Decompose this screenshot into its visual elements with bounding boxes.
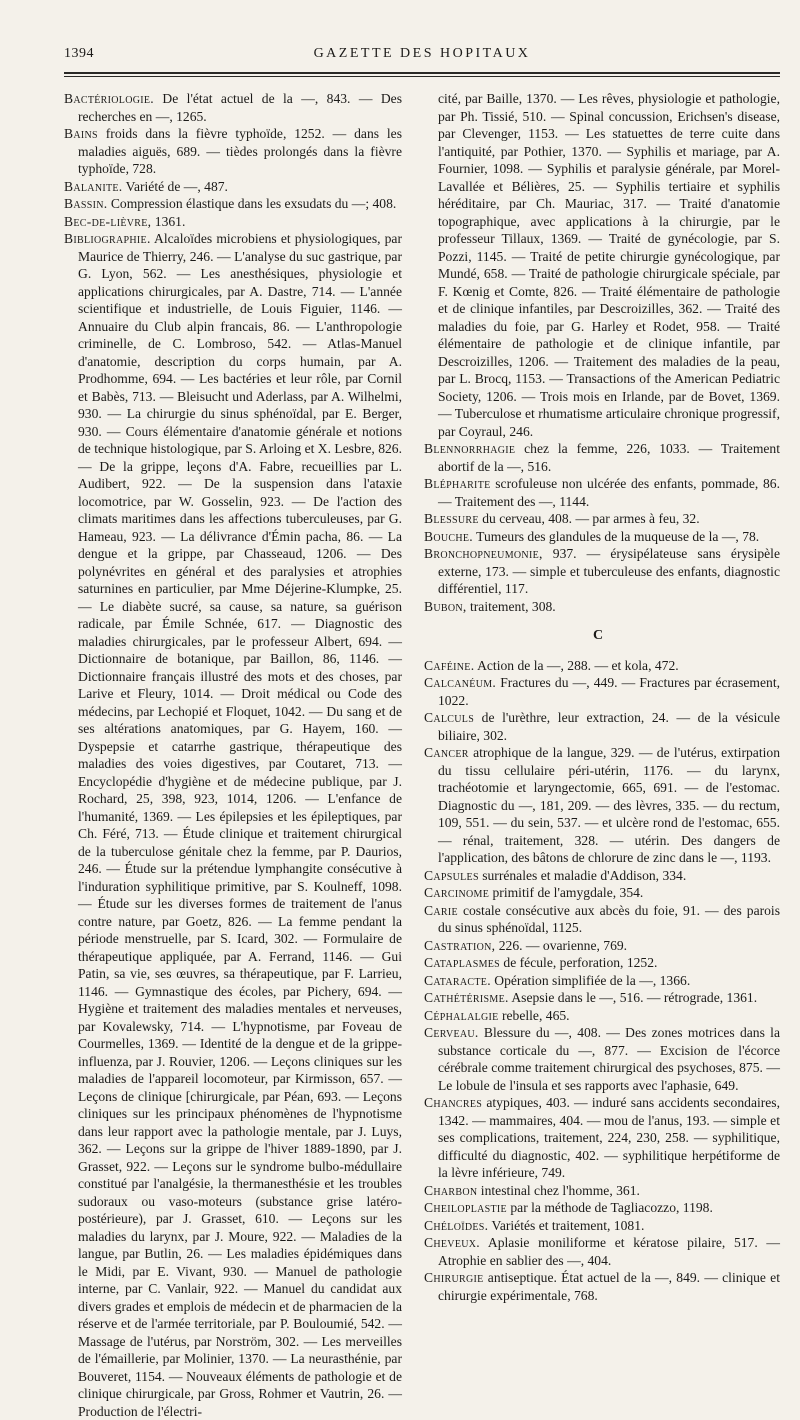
entry-term: Cathétérisme. bbox=[424, 990, 509, 1005]
entry-term: Cataracte. bbox=[424, 972, 491, 988]
index-entry bbox=[424, 657, 780, 675]
entry-term: Bassin. bbox=[64, 196, 108, 211]
index-entry bbox=[424, 1199, 780, 1217]
index-entry bbox=[424, 674, 780, 709]
index-entry bbox=[424, 744, 780, 867]
entry-text: de fécule, perforation, 1252. bbox=[500, 955, 658, 970]
index-entry bbox=[424, 954, 780, 972]
index-entry bbox=[424, 884, 780, 902]
index-entry bbox=[424, 1217, 780, 1235]
entry-term: Calculs bbox=[424, 710, 475, 725]
entry-term: Cerveau. bbox=[424, 1025, 479, 1040]
index-entry bbox=[424, 528, 780, 546]
index-entry bbox=[424, 440, 780, 475]
index-entry bbox=[424, 1269, 780, 1304]
section-c-entries bbox=[424, 657, 780, 1305]
entry-term: Blépharite bbox=[424, 476, 491, 491]
entry-text: froids dans la fièvre typhoïde, 1252. — dans les maladies aiguës, 689. — tièdes prolongés dans la fièvre typhoïde, 728. bbox=[78, 126, 402, 176]
entry-text: 937. — érysipélateuse sans érysipèle externe, 173. — simple et tuberculeuse des enfants, diagnostic différentiel, 117. bbox=[438, 546, 780, 596]
entry-text: Blessure du —, 408. — Des zones motrices dans la substance corticale du —, 877. — Excision de l'écorce cérébrale comme traitement chirurgical des psychoses, 875. — Le lobule de l'insula et ses rapports avec l'aphasie, 649. bbox=[438, 1025, 780, 1093]
entry-term: Carie bbox=[424, 902, 458, 918]
entry-text: atypiques, 403. — induré sans accidents secondaires, 1342. — mammaires, 404. — mou de l'anus, 193. — simple et ses complications, traitement, 224, 230, 258. — syphilitique, difficulté du diagnostic, 402. — syphilitique herpétiforme de la lèvre inférieure, 749. bbox=[438, 1095, 780, 1180]
entry-text: Compression élastique dans les exsudats du —; 408. bbox=[107, 196, 397, 211]
index-entry bbox=[424, 1024, 780, 1094]
index-entry bbox=[424, 867, 780, 885]
right-column bbox=[424, 90, 780, 1304]
entry-term: Cheiloplastie bbox=[424, 1200, 507, 1215]
index-entry bbox=[424, 475, 780, 510]
entry-text: Action de la —, 288. — et kola, 472. bbox=[474, 657, 679, 673]
entry-text: surrénales et maladie d'Addison, 334. bbox=[478, 867, 687, 883]
entry-text: Opération simplifiée de la —, 1366. bbox=[490, 972, 691, 988]
entry-text: Asepsie dans le —, 516. — rétrograde, 1361. bbox=[508, 990, 758, 1005]
index-entry bbox=[424, 1094, 780, 1182]
index-entry bbox=[424, 1007, 780, 1025]
entry-text: costale consécutive aux abcès du foie, 91. — des parois du sinus sphénoïdal, 1125. bbox=[438, 902, 780, 935]
entry-text: Variété de —, 487. bbox=[122, 178, 228, 194]
entry-term: Capsules bbox=[424, 867, 479, 883]
entry-term: Bec-de-lièvre, bbox=[64, 213, 152, 229]
entry-text: rebelle, 465. bbox=[498, 1007, 570, 1023]
index-entry bbox=[64, 195, 402, 213]
entry-term: Castration, bbox=[424, 937, 496, 953]
index-entry bbox=[64, 230, 402, 1420]
index-entry bbox=[424, 1182, 780, 1200]
entry-text: Aplasie moniliforme et kératose pilaire, 517. — Atrophie en sablier des —, 404. bbox=[438, 1235, 780, 1268]
index-entry bbox=[424, 545, 780, 598]
entry-text: Tumeurs des glandules de la muqueuse de la —, 78. bbox=[473, 528, 760, 544]
running-title: GAZETTE DES HOPITAUX bbox=[313, 46, 531, 61]
index-entry bbox=[424, 902, 780, 937]
index-entry bbox=[424, 709, 780, 744]
entry-term: Blessure bbox=[424, 511, 479, 526]
left-column bbox=[64, 90, 402, 1420]
entry-term: Bubon, bbox=[424, 598, 467, 614]
entry-text: De l'état actuel de la —, 843. — Des recherches en —, 1265. bbox=[78, 91, 402, 124]
entry-term: Calcanéum. bbox=[424, 675, 497, 690]
entry-text: chez la femme, 226, 1033. — Traitement abortif de la —, 516. bbox=[438, 441, 780, 474]
index-entry bbox=[64, 90, 402, 125]
index-entry bbox=[64, 178, 402, 196]
entry-term: Caféine. bbox=[424, 657, 475, 673]
index-entry bbox=[424, 598, 780, 616]
entry-term: Bouche. bbox=[424, 528, 474, 544]
index-entry bbox=[424, 989, 780, 1007]
section-b-continued bbox=[424, 90, 780, 615]
header-rule-thin bbox=[64, 76, 780, 77]
entry-term: Blennorrhagie bbox=[424, 441, 516, 456]
entry-text: antiseptique. État actuel de la —, 849. — clinique et chirurgie expérimentale, 768. bbox=[438, 1270, 780, 1303]
entry-term: Bactériologie. bbox=[64, 91, 154, 106]
entry-text: traitement, 308. bbox=[466, 598, 556, 614]
page-number: 1394 bbox=[64, 46, 94, 61]
entry-term: Cheveux. bbox=[424, 1235, 480, 1250]
entry-text: scrofuleuse non ulcérée des enfants, pommade, 86. — Traitement des —, 1144. bbox=[438, 476, 780, 509]
index-entry bbox=[424, 510, 780, 528]
entry-term: Balanite. bbox=[64, 178, 123, 194]
index-entry bbox=[424, 90, 780, 440]
section-letter-c: C bbox=[592, 628, 604, 643]
entry-text: Alcaloïdes microbiens et physiologiques, par Maurice de Thierry, 246. — L'analyse du suc gastrique, par G. Lyon, 562. — Les anesthésiques, physiologie et applications chirurgicales, par A. Dastre, 714. — L'année scientifique et industrielle, de Louis Figuier, 1146. — Annuaire du Club alpin francais, 86. — L'anthropologie criminelle, de C. Lombroso, 542. — Atlas-Manuel d'anatomie, description du corps humain, par A. Prodhomme, 694. — Les bactéries et leur rôle, par Cornil et Babès, 713. — Bleisucht und Aderlass, par A. Wilhelmi, 930. — La chirurgie du sinus sphénoïdal, par E. Berger, 930. — Cours élémentaire d'anatomie générale et notions de technique histologique, par S. Arloing et X. Lesbre, 826. — De la grippe, leçons d'A. Fabre, recueillies par L. Audibert, 922. — De la suspension dans l'ataxie locomotrice, par W. Gosselin, 923. — De l'action des climats maritimes dans les affections tuberculeuses, par G. Hameau, 923. — La délivrance d'Émin pacha, 86. — La dengue et la grippe, par Chasseaud, 1206. — Des polynévrites en général et des paralysies et atrophies saturnines en particulier, par Mme Déjerine-Klumpke, 25. — Le diabète sucré, sa cause, sa nature, sa guérison radicale, par Émile Schnée, 617. — Diagnostic des maladies chirurgicales, par le professeur Albert, 694. — Dictionnaire de botanique, par Baillon, 86, 1146. — Dictionnaire français illustré des mots et des choses, par Larive et Fleury, 1014. — Droit médical ou Code des médecins, par Lechopié et Floquet, 1042. — Du sang et de ses altérations anatomiques, par G. Hayem, 160. — Dyspepsie et catarrhe gastrique, thérapeutique des maladies des voies digestives, par Coutaret, 713. — Encyclopédie d'hygiène et de médecine publique, par J. Rochard, 25, 398, 923, 1014, 1206. — L'enfance de l'humanité, 1369. — Les épilepsies et les épileptiques, par Ch. Féré, 713. — Étude clinique et traitement chirurgical de la tuberculose génitale chez la femme, par P. Daurios, 246. — Étude sur la prétendue lymphangite consécutive à l'induration syphilitique primitive, par S. Koulneff, 1098. — Étude sur les diverses formes de traitement de l'anus contre nature, par Goetz, 826. — La femme pendant la période menstruelle, par S. Icard, 302. — Formulaire de thérapeutique appliquée, par A. Ferrand, 1146. — Gui Patin, sa vie, ses œuvres, sa thérapeutique, par F. Larrieu, 1146. — Gymnastique des écoles, par Pichery, 694. — Hygiène et traitement des maladies mentales et nerveuses, par Kovalewsky, 714. — L'hypnotisme, par Foveau de Courmelles, 1369. — Identité de la dengue et de la grippe-influenza, par J. Rouvier, 1206. — Leçons cliniques sur les maladies de l'appareil locomoteur, par Kirmisson, 657. — Leçons de clinique [chirurgicale, par Péan, 693. — Leçons cliniques sur les principaux phénomènes de l'hypnotisme dans leur rapport avec la pathologie mentale, par J. Luys, 362. — Leçons sur la grippe de l'hiver 1889-1890, par J. Grasset, 922. — Leçons sur le syndrome bulbo-médullaire constitué par l'analgésie, la thermanesthésie et les troubles sudoraux ou vaso-moteurs (substance grise latéro-postérieure), par J. Grasset, 610. — Leçons sur les maladies du larynx, par J. Moure, 922. — Maladies de la langue, par Butlin, 26. — Les maladies épidémiques dans le Midi, par E. Vivant, 930. — Manuel de pathologie interne, par C. Vanlair, 922. — Manuel du candidat aux divers grades et emplois de médecin et de pharmacien de la réserve et de l'armée territoriale, par P. Bouloumié, 542. — Massage de l'utérus, par Norström, 302. — Les merveilles de l'émaillerie, par Molinier, 1370. — La neurasthénie, par Bouveret, 1154. — Nouveaux éléments de pathologie et de clinique chirurgicale, par Gross, Rohmer et Vautrin, 26. — Production de l'électri- bbox=[78, 231, 402, 1419]
entry-text: Fractures du —, 449. — Fractures par écrasement, 1022. bbox=[438, 675, 780, 708]
entry-text: par la méthode de Tagliacozzo, 1198. bbox=[506, 1200, 713, 1215]
entry-text: cité, par Baille, 1370. — Les rêves, physiologie et pathologie, par Ph. Tissié, 510. — Spinal concussion, Erichsen's disease, par Clevenger, 1153. — Les statuettes de terre cuite dans l'antiquité, par Pothier, 1370. — Syphilis et mariage, par A. Fournier, 1098. — Syphilis et paralysie générale, par Morel-Lavallée et Bélières, 25. — Syphilis tertiaire et syphilis héréditaire, par Ch. Mauriac, 317. — Traité d'anatomie topographique, avec applications à la chirurgie, par le professeur Tillaux, 1369. — Traité de gynécologie, par S. Pozzi, 1145. — Traité de petite chirurgie gynécologique, par Mundé, 658. — Traité de pathologie chirurgicale spéciale, par F. Kœnig et Comte, 826. — Traité élémentaire de pathologie et de clinique infantiles, par Descroizilles, 362. — Traité des maladies du foie, par G. Harley et Rodet, 958. — Traité élémentaire de pathologie et de clinique infantile, par Descroizilles, 1206. — Traitement des maladies de la peau, par L. Brocq, 1153. — Transactions of the American Pediatric Society, 1206. — Trois mois en Irlande, par de Bovet, 1369. — Tuberculose et rhumatisme articulaire chronique progressif, par Coyraul, 246. bbox=[438, 91, 780, 439]
index-entry bbox=[424, 972, 780, 990]
entry-text: 1361. bbox=[151, 213, 186, 229]
index-entry bbox=[64, 125, 402, 178]
entry-term: Céphalalgie bbox=[424, 1007, 499, 1023]
entry-text: primitif de l'amygdale, 354. bbox=[489, 885, 644, 900]
entry-term: Bronchopneumonie, bbox=[424, 546, 543, 561]
page-header bbox=[64, 46, 780, 70]
entry-term: Chirurgie bbox=[424, 1270, 484, 1285]
entry-term: Chancres bbox=[424, 1095, 483, 1110]
entry-term: Bibliographie. bbox=[64, 231, 151, 246]
index-entry bbox=[64, 213, 402, 231]
entry-text: de l'urèthre, leur extraction, 24. — de la vésicule biliaire, 302. bbox=[438, 710, 780, 743]
entry-term: Bains bbox=[64, 126, 98, 141]
entry-term: Cancer bbox=[424, 745, 469, 760]
entry-text: atrophique de la langue, 329. — de l'utérus, extirpation du tissu cellulaire péri-utérin, 1176. — du larynx, trachéotomie et laryngectomie, 665, 691. — de l'estomac. Diagnostic du —, 181, 209. — des lèvres, 335. — du rectum, 109, 551. — du sein, 537. — et ulcère rond de l'estomac, 655. — rénal, traitement, 328. — utérin. Des dangers de l'application, des bâtons de chlorure de zinc dans le —, 1193. bbox=[438, 745, 780, 865]
entry-text: 226. — ovarienne, 769. bbox=[495, 937, 628, 953]
entry-text: Variétés et traitement, 1081. bbox=[488, 1217, 645, 1233]
header-rule-thick bbox=[64, 72, 780, 74]
index-entry bbox=[424, 1234, 780, 1269]
entry-term: Charbon bbox=[424, 1182, 478, 1198]
entry-term: Carcinome bbox=[424, 885, 490, 900]
entry-text: du cerveau, 408. — par armes à feu, 32. bbox=[478, 511, 700, 526]
entry-text: intestinal chez l'homme, 361. bbox=[477, 1182, 640, 1198]
entry-term: Cataplasmes bbox=[424, 955, 501, 970]
entry-term: Chéloïdes. bbox=[424, 1217, 489, 1233]
index-entry bbox=[424, 937, 780, 955]
